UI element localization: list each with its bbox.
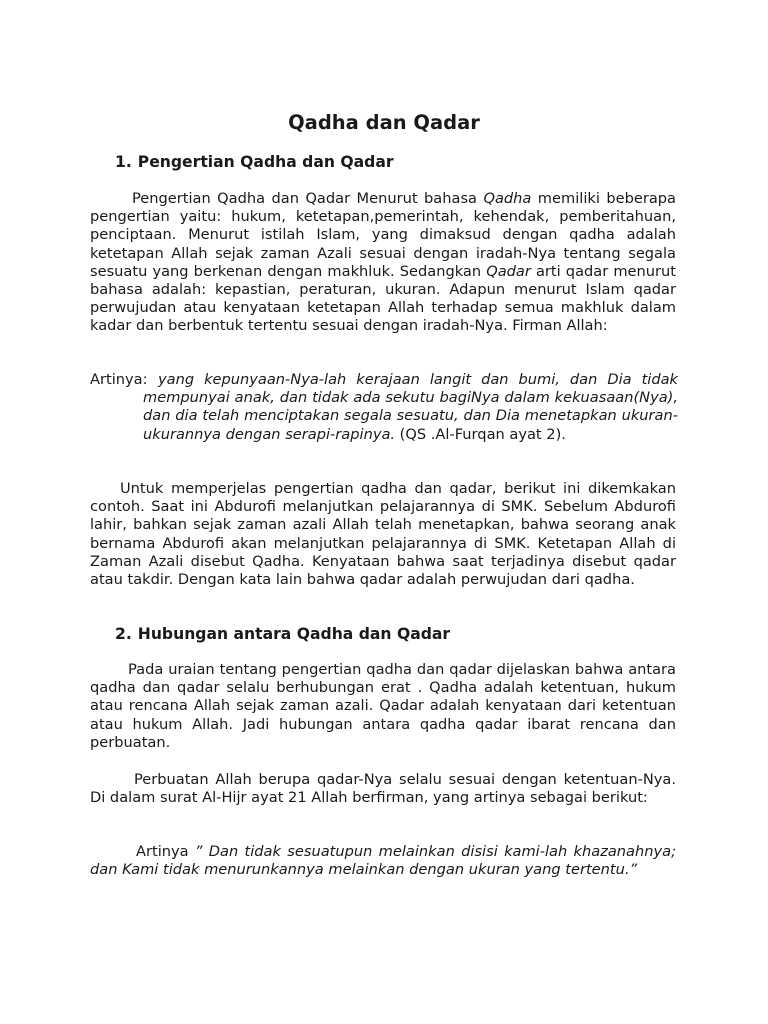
section-2-quote — [90, 843, 676, 879]
section-2-number: 2. — [115, 625, 132, 643]
italic-term-qadar: Qadar — [486, 262, 531, 280]
section-1-paragraph-2: Untuk memperjelas pengertian qadha dan qadar, berikut ini dikemkakan contoh. Saat ini Abdurofi melanjutkan pelajarannya di SMK. Sebelum Abdurofi lahir, bahkan sejak zaman azali Allah telah menetapkan, bahwa seorang anak bernama Abdurofi akan melanjutkan pelajarannya di SMK. Ketetapan Allah di Zaman Azali disebut Qadha. Kenyataan bahwa saat terjadinya disebut qadar atau takdir. Dengan kata lain bahwa qadar adalah perwujudan dari qadha. — [90, 480, 676, 589]
text-run: Pengertian Qadha dan Qadar Menurut bahasa — [132, 190, 484, 207]
section-1-title: Pengertian Qadha dan Qadar — [137, 153, 394, 171]
italic-term-qadha: Qadha — [483, 190, 532, 207]
verse-translation — [90, 371, 678, 444]
section-1-paragraph-1 — [90, 190, 676, 336]
section-1-heading — [115, 152, 394, 172]
section-2-paragraph-2: Perbuatan Allah berupa qadar-Nya selalu sesuai dengan ketentuan-Nya. Di dalam surat Al-Hijr ayat 21 Allah berfirman, yang artinya sebagai berikut: — [90, 771, 676, 807]
verse-reference: (QS .Al-Furqan ayat 2). — [395, 425, 566, 443]
text-run: memiliki beberapa pengertian yaitu: hukum, ketetapan,pemerintah, kehendak, pemberitahuan, penciptaan. Menurut istilah Islam, yang dimaksud dengan qadha adalah ketetapan Allah sejak zaman Azali sesuai dengan iradah-Nya tentang segala sesuatu yang berkenan dengan makhluk. Sedangkan — [90, 190, 676, 280]
quote-italic: ” Dan tidak sesuatupun melainkan disisi kami-lah khazanahnya; dan Kami tidak menurunkannya melainkan dengan ukuran yang tertentu.” — [90, 843, 676, 879]
text-run: arti qadar menurut bahasa adalah: kepastian, peraturan, ukuran. Adapun menurut Islam qadar perwujudan atau kenyataan ketetapan Allah terhadap semua makhluk dalam kadar dan berbentuk tertentu sesuai dengan iradah-Nya. Firman Allah: — [90, 262, 676, 335]
section-2-paragraph-1: Pada uraian tentang pengertian qadha dan qadar dijelaskan bahwa antara qadha dan qadar selalu berhubungan erat . Qadha adalah ketentuan, hukum atau rencana Allah sejak zaman azali. Qadar adalah kenyataan dari ketentuan atau hukum Allah. Jadi hubungan antara qadha qadar ibarat rencana dan perbuatan. — [90, 661, 676, 751]
verse-italic: yang kepunyaan-Nya-lah kerajaan langit dan bumi, dan Dia tidak mempunyai anak, dan tidak ada sekutu bagiNya dalam kekuasaan(Nya), dan dia telah menciptakan segala sesuatu, dan Dia menetapkan ukuran-ukurannya dengan serapi-rapinya. — [143, 371, 678, 443]
quote-label: Artinya — [136, 843, 195, 860]
document-title: Qadha dan Qadar — [288, 111, 480, 134]
verse-text — [143, 371, 678, 444]
section-2-title: Hubungan antara Qadha dan Qadar — [137, 625, 451, 643]
section-1-number: 1. — [115, 153, 132, 171]
verse-label: Artinya: — [90, 371, 148, 388]
section-2-heading — [115, 624, 450, 644]
